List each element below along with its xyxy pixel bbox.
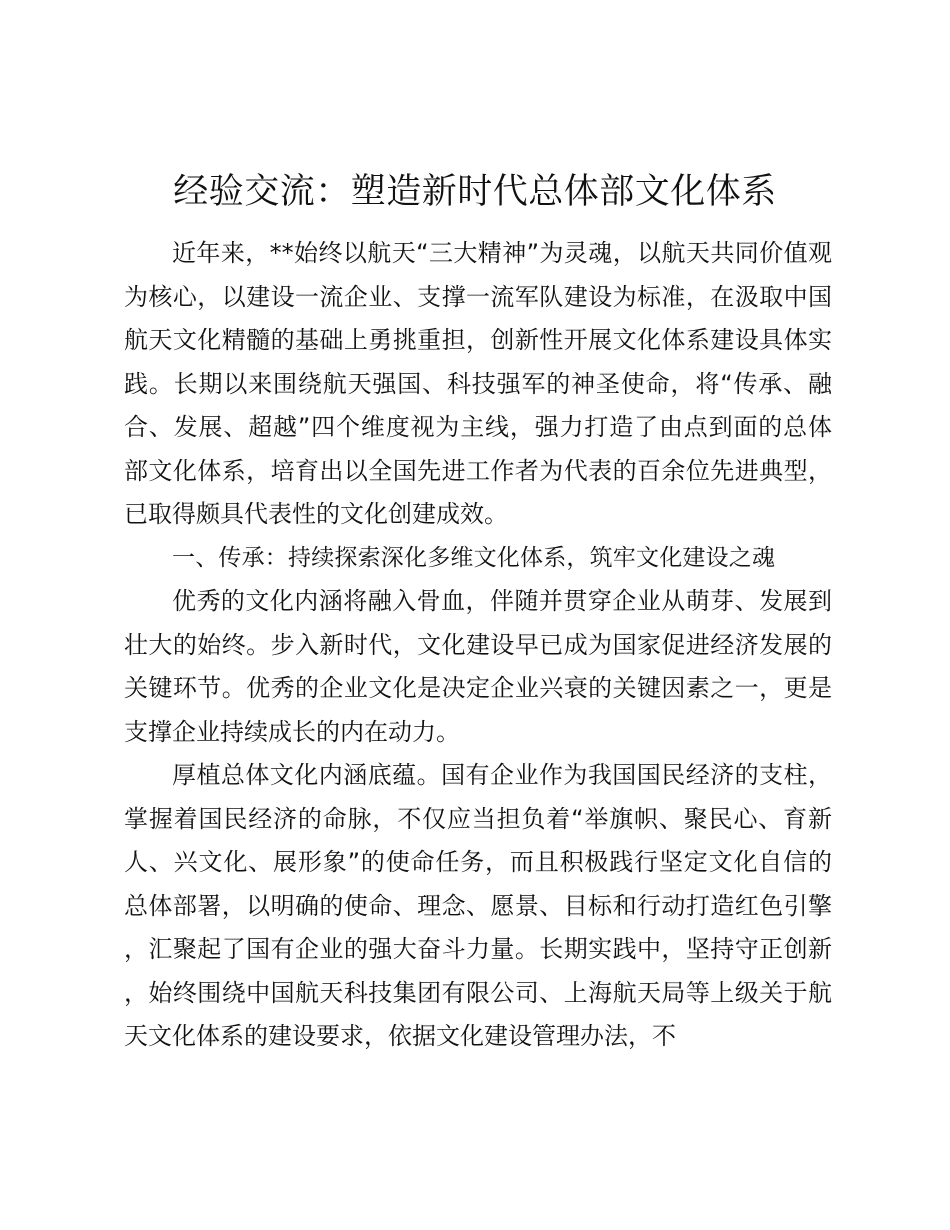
section-paragraph-culture: 优秀的文化内涵将融入骨血，伴随并贯穿企业从萌芽、发展到壮大的始终。步入新时代，文化建设早已成为国家促进经济发展的关键环节。优秀的企业文化是决定企业兴衰的关键因素之一，更是支撑企业持续成长的内在动力。 [124, 587, 832, 746]
document-title: 经验交流：塑造新时代总体部文化体系 [173, 172, 777, 212]
section-paragraph-foundation: 厚植总体文化内涵底蕴。国有企业作为我国国民经济的支柱，掌握着国民经济的命脉，不仅应当担负着“举旗帜、聚民心、育新人、兴文化、展形象”的使命任务，而且积极践行坚定文化自信的总体部署，以明确的使命、理念、愿景、目标和行动打造红色引擎，汇聚起了国有企业的强大奋斗力量。长期实践中，坚持守正创新，始终围绕中国航天科技集团有限公司、上海航天局等上级关于航天文化体系的建设要求，依据文化建设管理办法，不 [124, 761, 832, 1050]
intro-paragraph: 近年来，**始终以航天“三大精神”为灵魂，以航天共同价值观为核心，以建设一流企业、支撑一流军队建设为标准，在汲取中国航天文化精髓的基础上勇挑重担，创新性开展文化体系建设具体实践。长期以来围绕航天强国、科技强军的神圣使命，将“传承、融合、发展、超越”四个维度视为主线，强力打造了由点到面的总体部文化体系，培育出以全国先进工作者为代表的百余位先进典型，已取得颇具代表性的文化创建成效。 [124, 239, 832, 528]
document-body [124, 232, 832, 1059]
section-heading-inheritance: 一、传承：持续探索深化多维文化体系，筑牢文化建设之魂 [172, 544, 776, 571]
